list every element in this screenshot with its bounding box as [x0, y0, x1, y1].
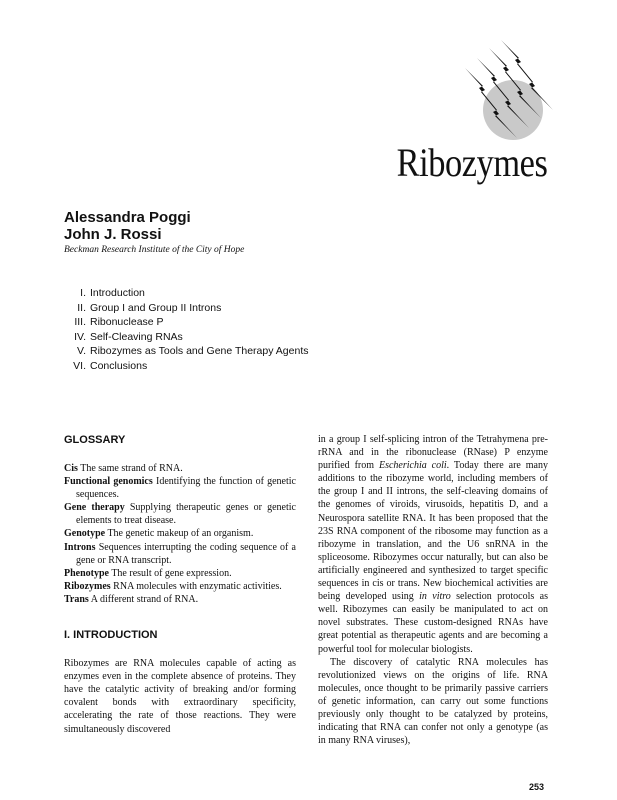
toc-label: Introduction: [90, 287, 145, 299]
glossary-entry: [64, 527, 296, 540]
table-of-contents: [64, 286, 309, 373]
lightning-bolts-circle-icon: [455, 38, 555, 143]
glossary-entry: [64, 541, 296, 567]
right-column: [318, 433, 548, 747]
toc-number: VI.: [73, 359, 86, 372]
page-number: 253: [528, 782, 544, 792]
author-name: John J. Rossi: [64, 226, 162, 243]
toc-number: III.: [74, 316, 86, 328]
glossary-entry: [64, 462, 296, 475]
toc-item: [64, 286, 309, 301]
glossary-definition: Sequences interrupting the coding sequence of a gene or RNA transcript.: [76, 541, 296, 566]
glossary-heading: GLOSSARY: [64, 434, 126, 446]
glossary-term: Gene therapy: [64, 502, 125, 514]
glossary-entry: [64, 593, 296, 606]
toc-number: V.: [77, 345, 86, 357]
glossary-definition: A different strand of RNA.: [90, 593, 199, 605]
toc-number: I.: [80, 287, 86, 299]
toc-item: [64, 301, 309, 316]
toc-label: Group I and Group II Introns: [90, 301, 222, 314]
italic-text: in vitro: [419, 591, 451, 603]
left-column: [64, 433, 296, 736]
glossary-definition: The same strand of RNA.: [80, 463, 183, 474]
glossary-term: Cis: [64, 463, 78, 474]
glossary-definition: Identifying the function of genetic sequences.: [76, 476, 296, 501]
paragraph: [318, 433, 548, 656]
toc-item: [64, 315, 309, 330]
section-heading: I. INTRODUCTION: [64, 629, 158, 642]
toc-label: Self-Cleaving RNAs: [90, 330, 183, 343]
glossary-entry: [64, 475, 296, 501]
paragraph: The discovery of catalytic RNA molecules has revolutionized views on the origins of life. RNA molecules, once thought to be primarily passive carriers of genetic information, can carry out some functions previously only thought to be catalyzed by proteins, indicating that RNA can confer not only a genotype (as in many RNA viruses),: [318, 656, 548, 747]
glossary-term: Introns: [64, 541, 96, 553]
glossary-entry: [64, 501, 296, 527]
affiliation: Beckman Research Institute of the City of Hope: [64, 245, 245, 255]
glossary-definition: The genetic makeup of an organism.: [107, 528, 254, 540]
toc-item: [64, 344, 309, 359]
glossary-definition: Supplying therapeutic genes or genetic elements to treat disease.: [76, 502, 296, 527]
glossary-entry: [64, 580, 296, 593]
glossary-term: Phenotype: [64, 567, 109, 579]
author-name: Alessandra Poggi: [64, 209, 191, 226]
toc-item: [64, 330, 309, 345]
glossary-definition: The result of gene expression.: [111, 567, 232, 579]
text-run: selection protocols as well. Ribozymes can easily be manipulated to act on novel substrates. These custom-designed RNAs have great potential as therapeutic agents and are becoming a powerful tool for molecular biologists.: [318, 591, 548, 655]
toc-item: [64, 359, 309, 374]
toc-number: II.: [77, 301, 86, 314]
glossary-term: Genotype: [64, 528, 106, 540]
toc-label: Ribonuclease P: [90, 316, 164, 328]
text-run: . Today there are many additions to the ribozyme world, including members of the group I and II introns, the self-cleaving domains of the genomes of viroids, virusoids, hepatitis D, and a Neurospora satellite RNA. It has been proposed that the 23S RNA component of the ribosome may function as a ribozyme in translation, and the U6 snRNA in the spliceosome. Ribozymes occur naturally, but can also be artificially engineered and synthesized to target specific sequences in cis or trans. New biochemical activities are being developed using: [318, 460, 548, 603]
glossary-definition: RNA molecules with enzymatic activities.: [113, 580, 282, 592]
glossary-term: Trans: [64, 593, 89, 605]
chapter-title: Ribozymes: [396, 140, 547, 185]
glossary-term: Functional genomics: [64, 476, 153, 488]
text-run: in a group I self-splicing intron of the Tetrahymena pre-rRNA and in the ribonuclease (RNase) P enzyme purified from: [318, 434, 548, 472]
paragraph: Ribozymes are RNA molecules capable of acting as enzymes even in the complete absence of proteins. They have the catalytic activity of breaking and/or forming covalent bonds with extraordinary specificity, accelerating the rate of those reactions. They were simultaneously discovered: [64, 658, 296, 735]
italic-text: Escherichia coli: [378, 460, 447, 472]
glossary-entry: [64, 567, 296, 580]
toc-label: Conclusions: [90, 359, 148, 372]
glossary-term: Ribozymes: [64, 580, 111, 592]
toc-label: Ribozymes as Tools and Gene Therapy Agents: [90, 345, 309, 357]
toc-number: IV.: [74, 330, 86, 343]
